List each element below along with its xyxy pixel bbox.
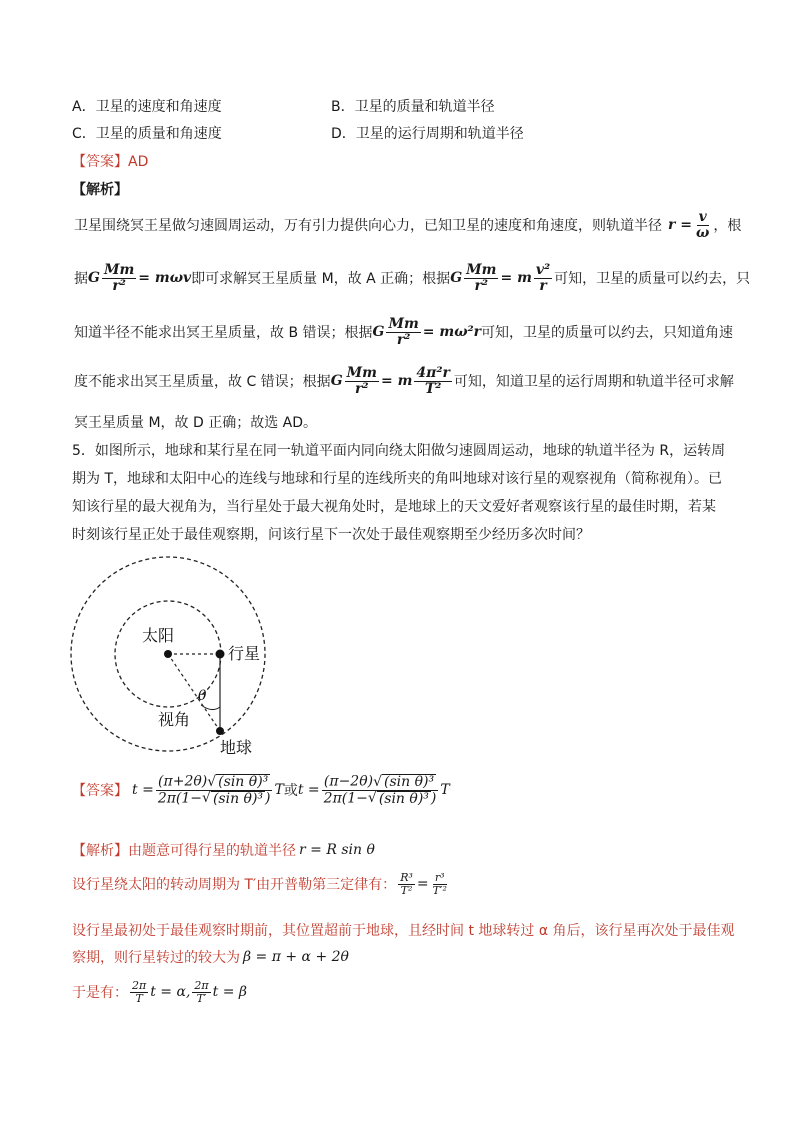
answer-value: AD (128, 154, 149, 170)
earth-label: 地球 (220, 738, 253, 757)
q5-line3: 知该行星的最大视角为，当行星处于最大视角处时，是地球上的天文爱好者观察该行星的最佳时期，若某 (72, 499, 716, 515)
answer-tag: 【答案】 (72, 154, 128, 170)
formula-answer-2: (π−2θ)√ (sin θ)³ 2π(1−√ (sin θ)³ ) (323, 773, 437, 807)
angle-arc (201, 705, 220, 710)
q4-analysis-line3 (74, 317, 733, 347)
formula-m: = m (380, 373, 413, 390)
q4-analysis-line5: 冥王星质量 M，故 D 正确；故选 AD。 (74, 415, 318, 431)
sun-label: 太阳 (142, 626, 175, 645)
formula-t-alpha: t = α, (150, 984, 191, 1001)
formula-mm-r2: $\frac{Mm}{\text{r²}}$ (346, 365, 377, 397)
formula-g: G (330, 373, 343, 390)
text: 知道半径不能求出冥王星质量，故 B 错误；根据 (74, 325, 373, 342)
text: 即可求解冥王星质量 M，故 A 正确；根据 (191, 271, 451, 288)
q5-analysis-line4 (72, 947, 349, 967)
q4-analysis-line4 (74, 366, 734, 396)
q5-line1: 5．如图所示，地球和某行星在同一轨道平面内同向绕太阳做匀速圆周运动，地球的轨道半径为 R，运转周 (72, 443, 726, 459)
text: 察期，则行星转过的较大为 (72, 950, 240, 966)
formula-t: t = (297, 782, 320, 799)
formula-g: G (450, 270, 463, 287)
formula-mm-r2: $\frac{Mm}{\text{r²}}$ (103, 262, 135, 294)
formula-v-over-omega: $\frac{v}{\omega}$ (695, 209, 710, 241)
formula-m-omega-v: = mωv (138, 270, 192, 287)
formula-t-beta: t = β (212, 984, 247, 1001)
option-a: A．卫星的速度和角速度 (72, 99, 222, 115)
formula-T: T (274, 782, 284, 799)
earth-dot (216, 727, 224, 735)
formula-r3-tprime2: $\frac{\text{r³}}{\text{T′²}}$ (432, 871, 447, 897)
formula-g: G (88, 270, 100, 287)
formula-r-rsin: r = R sin θ (299, 842, 375, 858)
option-d: D．卫星的运行周期和轨道半径 (331, 126, 524, 142)
text: 设行星绕太阳的转动周期为 T′由开普勒第三定律有： (72, 877, 397, 894)
q5-analysis-line1 (72, 840, 375, 860)
text: 卫星围绕冥王星做匀速圆周运动，万有引力提供向心力，已知卫星的速度和角速度，则轨道半径 (74, 218, 662, 235)
formula-r: r = (668, 217, 692, 234)
text: 可知，卫星的质量可以约去，只知道角速 (481, 325, 734, 342)
option-c: C．卫星的质量和角速度 (72, 126, 222, 142)
formula-mm-r2: $\frac{Mm}{\text{r²}}$ (388, 316, 419, 348)
formula-T: T (440, 782, 450, 799)
formula-g: G (372, 324, 385, 341)
text: 可知，卫星的质量可以约去，只 (554, 271, 751, 288)
planet-dot (216, 650, 225, 659)
option-b: B．卫星的质量和轨道半径 (331, 99, 495, 115)
formula-m-omega2-r: = mω²r (422, 324, 482, 341)
formula-2pi-t: $\frac{2\pi}{T}$ (132, 979, 147, 1005)
answer-tag: 【答案】 (72, 783, 128, 800)
q5-line4: 时刻该行星正处于最佳观察期，问该行星下一次处于最佳观察期至少经历多次时间？ (72, 527, 590, 543)
formula-t: t = (132, 782, 154, 799)
analysis-tag: 【解析】 (72, 843, 128, 859)
formula-eq: = (416, 876, 429, 893)
angle-label: 视角 (158, 710, 191, 729)
text: 据 (74, 271, 88, 288)
text: 由题意可得行星的轨道半径 (128, 843, 296, 859)
text: ，根 (713, 218, 742, 235)
formula-m: = m (500, 270, 532, 287)
formula-mm-r2: $\frac{Mm}{\text{r²}}$ (466, 262, 497, 294)
q5-answer (72, 774, 450, 806)
formula-v2-r: $\frac{\text{v²}}{r}$ (535, 262, 551, 294)
formula-beta: β = π + α + 2θ (243, 949, 349, 965)
planet-label: 行星 (228, 644, 261, 663)
sun-dot (164, 650, 172, 658)
q5-analysis-line5 (72, 980, 247, 1004)
formula-2pi-tprime: $\frac{2\pi}{T'}$ (194, 979, 209, 1005)
q4-answer (72, 151, 148, 171)
q4-analysis-line1 (74, 210, 741, 240)
text: 于是有： (72, 985, 128, 1002)
q5-analysis-line2 (72, 872, 451, 896)
or-text: 或 (283, 783, 298, 800)
q5-analysis-line3: 设行星最初处于最佳观察时期前，其位置超前于地球，且经时间 t 地球转过 α 角后，该行星再次处于最佳观 (72, 923, 735, 939)
text: 可知，知道卫星的运行周期和轨道半径可求解 (453, 374, 734, 391)
q4-analysis-line2 (74, 263, 750, 293)
q5-line2: 期为 T，地球和太阳中心的连线与地球和行星的连线所夹的角叫地球对该行星的观察视角（简称视角）。已 (72, 471, 722, 487)
text: 度不能求出冥王星质量，故 C 错误；根据 (74, 374, 331, 391)
orbit-figure (60, 555, 300, 765)
formula-answer-1: (π+2θ)√ (sin θ)³ 2π(1−√ (sin θ)³ ) (157, 773, 271, 807)
q4-analysis-tag: 【解析】 (72, 182, 128, 198)
formula-r3-t2: $\frac{\text{R³}}{\text{T²}}$ (400, 871, 413, 897)
theta-label: θ (198, 688, 207, 704)
formula-4pi2r-t2: $\frac{\text{4π²r}}{\text{T²}}$ (416, 365, 450, 397)
